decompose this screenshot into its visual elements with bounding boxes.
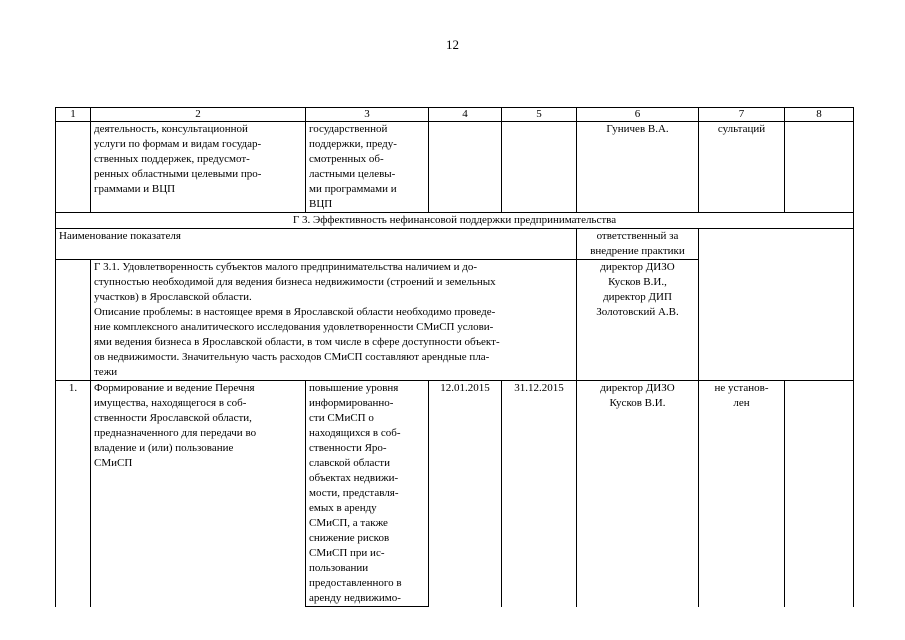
table-cell — [699, 229, 854, 381]
indicator-name-label: Наименование показателя — [56, 229, 577, 260]
responsible-label: ответственный за внедрение практики — [577, 229, 699, 260]
column-number: 1 — [56, 108, 91, 122]
section-title-row — [56, 213, 854, 229]
measure-cell: Формирование и ведение Перечня имущества, находящегося в соб- ственности Ярославской области, предназначенного для передачи во владение и (или) пользование СМиСП — [91, 381, 306, 607]
indicator-header-row — [56, 229, 854, 260]
table-cell — [785, 381, 854, 607]
column-number: 5 — [502, 108, 577, 122]
column-number: 6 — [577, 108, 699, 122]
column-number: 8 — [785, 108, 854, 122]
responsible-cell: директор ДИЗО Кусков В.И. — [577, 381, 699, 607]
row-number: 1. — [56, 381, 91, 607]
table-cell — [785, 122, 854, 213]
indicator-responsible: директор ДИЗО Кусков В.И., директор ДИП Золотовский А.В. — [577, 260, 699, 381]
result-cell: повышение уровня информированно- сти СМиСП о находящихся в соб- ственности Яро- славской области объектах недвижи- мости, представля- емых в аренду СМиСП, а также снижение рисков СМиСП при ис- пользовании предоставленного в аренду недвижимо- — [306, 381, 429, 607]
start-date: 12.01.2015 — [429, 381, 502, 607]
section-title: Г 3. Эффективность нефинансовой поддержки предпринимательства — [56, 213, 854, 229]
continuation-row — [56, 122, 854, 213]
measure-cell: деятельность, консультационной услуги по формам и видам государ- ственных поддержек, предусмот- ренных областными целевыми про- граммами и ВЦП — [91, 122, 306, 213]
page-number: 12 — [446, 37, 459, 52]
column-number: 3 — [306, 108, 429, 122]
column-number: 7 — [699, 108, 785, 122]
column-number-row — [56, 108, 854, 122]
result-cell: государственной поддержки, преду- смотренных об- ластными целевы- ми программами и ВЦП — [306, 122, 429, 213]
column-number: 4 — [429, 108, 502, 122]
table-row — [56, 381, 854, 607]
responsible-cell: Гуничев В.А. — [577, 122, 699, 213]
table-cell — [502, 122, 577, 213]
table-cell — [56, 260, 91, 381]
column-number: 2 — [91, 108, 306, 122]
table-cell — [56, 122, 91, 213]
activity-table — [55, 107, 854, 607]
end-date: 31.12.2015 — [502, 381, 577, 607]
indicator-cell: не установ- лен — [699, 381, 785, 607]
indicator-text: Г 3.1. Удовлетворенность субъектов малого предпринимательства наличием и до- ступностью необходимой для ведения бизнеса недвижимости (строений и земельных участков) в Ярославской области. Описание проблемы: в настоящее время в Ярославской области необходимо проведе- ние комплексного аналитического исследования удовлетворенности СМиСП услови- ями ведения бизнеса в Ярославской области, в том числе в сфере доступности объект- ов недвижимости. Значительную часть расходов СМиСП составляют арендные пла- тежи — [91, 260, 577, 381]
table-cell — [429, 122, 502, 213]
indicator-cell: сультаций — [699, 122, 785, 213]
